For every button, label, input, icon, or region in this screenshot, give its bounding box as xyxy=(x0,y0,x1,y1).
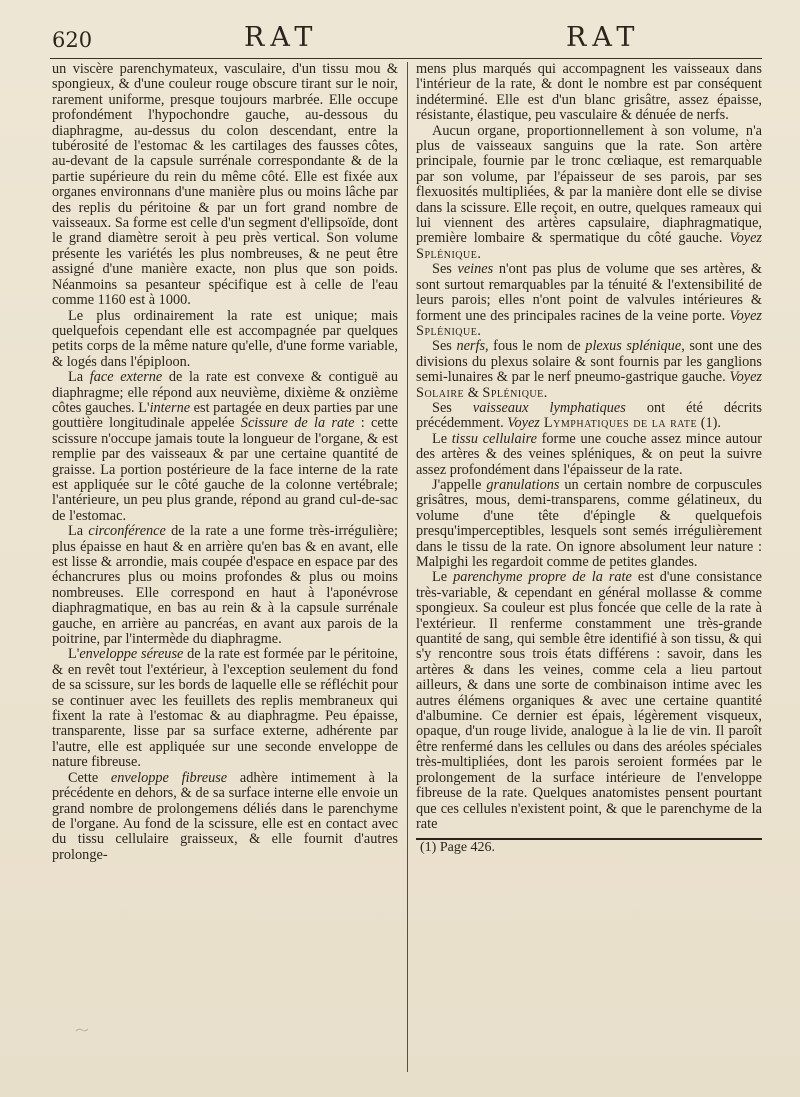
paragraph: La face externe de la rate est convexe & contiguë au diaphragme; elle répond aux neuvième, dixième & onzième côtes gauches. L'interne est partagée en deux parties par une gouttière longitudinale appelée Scissure de la rate : cette scissure n'occupe jamais toute la longueur de l'organe, & est remplie par des vaisseaux & par une certaine quantité de graisse. La portion postérieure de la face interne de la rate est appliquée sur le côté gauche de la colonne vertébrale; l'antérieure, un peu plus grande, répond au grand cul-de-sac de l'estomac. xyxy=(52,369,399,524)
left-column xyxy=(52,62,398,863)
paragraph: mens plus marqués qui accompagnent les vaisseaux dans l'intérieur de la rate, & dont le nombre est par conséquent indéterminé. Elle est d'un blanc grisâtre, assez épaisse, résistante, élastique, peu vasculaire & dénuée de nerfs. xyxy=(416,61,762,124)
footnote: (1) Page 426. xyxy=(420,840,496,856)
paragraph: J'appelle granulations un certain nombre de corpuscules grisâtres, mous, demi-transparens, comme gélatineux, du volume d'une tête d'épingle & quelquefois presqu'imperceptibles, lesquels sont semés irrégulièrement dans le tissu de la rate. On ignore absolument leur nature : Malpighi les regardoit comme de petites glandes. xyxy=(416,476,762,570)
paragraph: Le tissu cellulaire forme une couche assez mince autour des artères & des veines spléniques, & on peut la suivre assez profondément dans l'épaisseur de la rate. xyxy=(416,430,762,478)
paragraph: Le plus ordinairement la rate est unique; mais quelquefois cependant elle est accompagnée par quelques petits corps de la même nature qu'elle, d'une forme variable, & logés dans l'épiploon. xyxy=(52,307,398,370)
paragraph: Le parenchyme propre de la rate est d'une consistance très-variable, & cependant en général mollasse & comme spongieux. Sa couleur est plus foncée que celle de la rate à l'extérieur. Il renferme constamment une très-grande quantité de sang, qui semble être identifié à son tissu, & qui s'y rencontre sous trois états différens : savoir, dans les artères & dans les veines, comme cela a lieu partout ailleurs, & dans une sorte de combinaison intime avec les autres élémens organiques & avec une certaine quantité d'albumine. Ce dernier est épais, légèrement visqueux, opaque, d'un rouge livide, analogue à la lie de vin. Il paroît être renfermé dans les cellules ou dans des aréoles spéciales très-multipliées, dont les parois seroient formées par le prolongement de la surface intérieure de l'enveloppe fibreuse de la rate. Quelques anatomistes pensent pourtant que ces cellules n'existent point, & que le parenchyme de la rate xyxy=(416,569,763,832)
page-number: 620 xyxy=(52,28,93,52)
running-head-right: RAT xyxy=(566,22,641,53)
paragraph: un viscère parenchymateux, vasculaire, d'un tissu mou & spongieux, & d'une couleur rouge obscure tirant sur le noir, rarement uniforme, presque toujours marbrée. Elle occupe profondément l'hypochondre gauche, au-dessous du diaphragme, au-dessus du colon descendant, entre la tubérosité de l'estomac & les cartilages des fausses côtes, au-devant de la capsule surrénale correspondante & de la partie supérieure du rein du même côté. Elle est fixée aux organes environnans d'une manière plus ou moins lâche par des replis du péritoine & par un fort grand nombre de vaisseaux. Sa forme est celle d'un segment d'ellipsoïde, dont le grand diamètre seroit à peu près vertical. Son volume présente les variétés les plus nombreuses, & ne peut être assigné d'une manière exacte, non plus que son poids. Néanmoins sa pesanteur spécifique est à celle de l'eau comme 1160 est à 1000. xyxy=(52,61,398,309)
running-header xyxy=(0,22,800,62)
paragraph: La circonférence de la rate a une forme très-irrégulière; plus épaisse en haut & en arrière qu'en bas & en avant, elle est lisse & arrondie, mais coupée d'espace en espace par des échancrures plus ou moins profondes & plus ou moins nombreuses. Elle correspond en haut à l'aponévrose diaphragmatique, en bas au rein & à la capsule surrénale gauche, en arrière au pancréas, en avant aux parois de la poitrine, par l'intermède du diaphragme. xyxy=(52,523,398,648)
header-rule xyxy=(50,58,762,59)
column-divider xyxy=(407,62,408,1072)
paragraph: Cette enveloppe fibreuse adhère intimement à la précédente en dehors, & de sa surface interne elle envoie un grand nombre de prolongemens déliés dans le parenchyme de l'organe. Au fond de la scissure, elle est en contact avec du tissu cellulaire graisseux, & elle fournit d'autres prolonge- xyxy=(52,769,398,863)
ink-blot-icon xyxy=(75,1027,89,1033)
paragraph: Ses vaisseaux lymphatiques ont été décrits précédemment. Voyez Lymphatiques de la rate (1). xyxy=(416,399,762,432)
paragraph: Aucun organe, proportionnellement à son volume, n'a plus de vaisseaux sanguins que la rate. Son artère principale, fournie par le tronc cœliaque, est remarquable par son volume, par l'épaisseur de ses parois, par ses flexuosités multipliées, & par la manière dont elle se divise dans la scissure. Elle reçoit, en outre, quelques rameaux qui lui viennent des artères capsulaire, diaphragmatique, première lombaire & spermatique du côté gauche. Voyez Splénique. xyxy=(416,122,762,262)
paragraph: Ses nerfs, fous le nom de plexus splénique, sont une des divisions du plexus solaire & sont fournis par les ganglions semi-lunaires & par le nerf pneumo-gastrique gauche. Voyez Solaire & Splénique. xyxy=(416,338,762,401)
right-column xyxy=(416,62,762,856)
paragraph: Ses veines n'ont pas plus de volume que ses artères, & sont surtout remarquables par la ténuité & l'extensibilité de leurs parois; elles n'ont point de valvules intérieures & forment une des principales racines de la veine porte. Voyez Splénique. xyxy=(416,261,762,339)
paragraph: L'enveloppe séreuse de la rate est formée par le péritoine, & en revêt tout l'extérieur, à l'exception seulement du fond de sa scissure, sur les bords de laquelle elle se réfléchit pour se continuer avec les feuillets des replis membraneux qui fixent la rate à l'estomac & au diaphragme. Peu épaisse, transparente, lisse par sa surface externe, adhérente par l'autre, elle est appliquée sur une seconde enveloppe de nature fibreuse. xyxy=(52,646,399,771)
running-head-left: RAT xyxy=(244,22,319,53)
